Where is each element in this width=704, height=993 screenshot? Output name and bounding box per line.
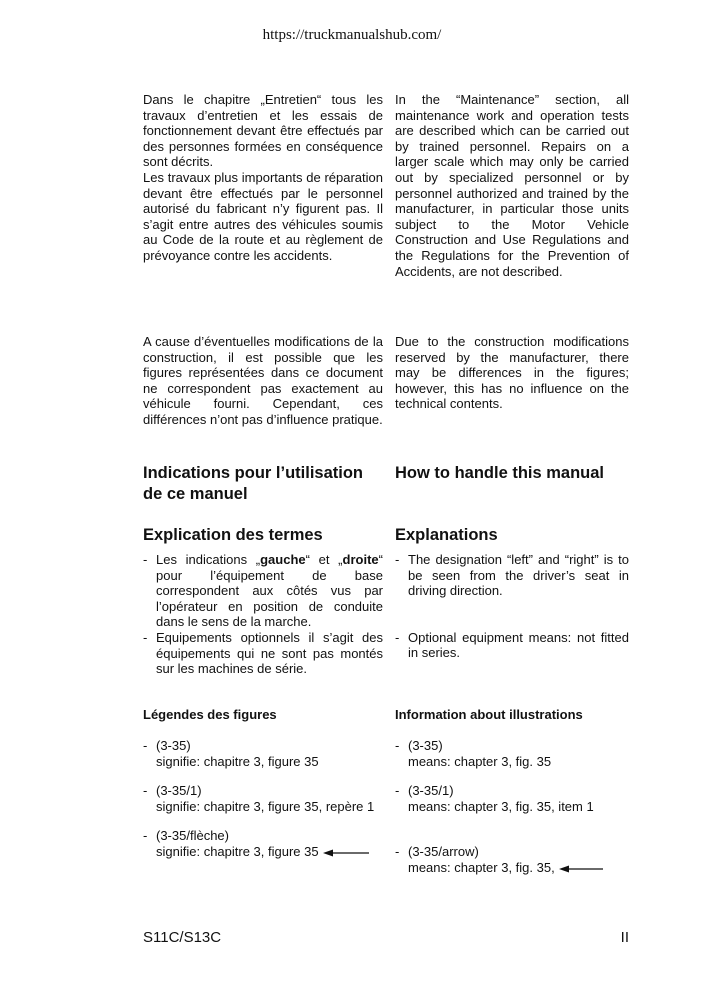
legend-fr-ref3 — [143, 828, 383, 859]
bullet-dash: - — [395, 783, 400, 799]
handle-heading-fr-wrap — [143, 463, 383, 505]
bullet-dash: - — [395, 738, 400, 753]
legends-en — [395, 707, 629, 876]
legend-fr-ref2-text: signifie: chapitre 3, figure 35, repère 1 — [156, 798, 375, 814]
modifications-fr — [143, 334, 383, 428]
legend-en-ref1-code: (3-35) — [408, 738, 443, 753]
arrow-left-icon — [559, 865, 603, 873]
handle-heading-en-wrap — [395, 463, 629, 484]
legend-en-ref3-code: (3-35/arrow) — [408, 844, 479, 860]
bullet-dash: - — [143, 828, 148, 844]
legend-en-ref2-text: means: chapter 3, fig. 35, item 1 — [408, 798, 594, 814]
legend-fr-ref3-text: signifie: chapitre 3, figure 35 — [156, 843, 319, 859]
terms-fr-item1-d: “ pour l’équipement de base correspondent aux côtés vus par l’opérateur en position de conduite dans le sens de la marche. — [156, 552, 383, 630]
legend-fr-ref1-text: signifie: chapitre 3, figure 35 — [156, 753, 319, 769]
legend-en-ref2 — [395, 783, 629, 814]
maintenance-fr — [143, 92, 383, 264]
footer-model: S11C/S13C — [143, 929, 222, 946]
modifications-en — [395, 334, 629, 412]
terms-title-fr: Explication des termes — [143, 526, 323, 544]
term-gauche: gauche — [260, 552, 306, 567]
terms-en-item2-text: Optional equipment means: not fitted in series. — [408, 629, 629, 661]
bullet-dash: - — [395, 552, 400, 567]
bullet-dash: - — [143, 738, 148, 753]
legend-fr-ref1-code: (3-35) — [156, 738, 191, 753]
legends-fr — [143, 707, 383, 860]
bullet-dash: - — [143, 783, 148, 799]
bullet-dash: - — [143, 552, 148, 567]
terms-fr-item1-a: Les indications „ — [156, 552, 261, 567]
modifications-fr-p: A cause d’éventuelles modifications de la construction, il est possible que les figures représentées dans ce document ne correspondent pas exactement au véhicule fourni. Cependant, ces différences n’ont pas d’influence pratique. — [143, 334, 383, 427]
terms-fr-item2 — [143, 630, 383, 677]
bullet-dash: - — [395, 629, 400, 645]
maintenance-fr-p1: Dans le chapitre „Entretien“ tous les travaux d’entretien et les essais de fonctionnement devant être effectués par des personnes formées en conséquence sont décrits. — [143, 92, 383, 170]
legend-fr-ref3-code: (3-35/flèche) — [156, 828, 229, 844]
maintenance-fr-p2: Les travaux plus importants de réparation devant être effectués par le personnel autorisé du fabricant n’y figurent pas. Il s’agit entre autres des véhicules soumis au Code de la route et au règlement de prévoyance contre les accidents. — [143, 169, 383, 263]
bullet-dash: - — [395, 844, 400, 860]
source-url: https://truckmanualshub.com/ — [262, 27, 442, 43]
legends-title-fr: Légendes des figures — [143, 707, 277, 722]
handle-heading-fr: Indications pour l’utilisation de ce manuel — [143, 464, 364, 503]
bullet-dash: - — [143, 629, 148, 645]
terms-en-item1 — [395, 552, 629, 599]
legend-fr-ref1 — [143, 738, 383, 769]
maintenance-en-p1: In the “Maintenance” section, all maintenance work and operation tests are described which can be carried out by trained personnel. Repairs on a larger scale which may only be carried out by specialized personnel or by personnel authorized and trained by the manufacturer, in particular those units subject to the Motor Vehicle Construction and Use Regulations and the Regulations for the Prevention of Accidents, are not described. — [395, 92, 629, 279]
terms-en — [395, 525, 629, 661]
terms-fr-item2-text: Equipements optionnels il s’agit des équipements qui ne sont pas montés sur les machines de série. — [156, 629, 383, 677]
footer-page-number: II — [620, 929, 629, 946]
terms-fr-item1-c: “ et „ — [305, 552, 343, 567]
handle-heading-en: How to handle this manual — [395, 464, 605, 482]
modifications-en-p: Due to the construction modifications reserved by the manufacturer, there may be differences in the figures; however, this has no influence on the technical contents. — [395, 334, 629, 412]
legend-en-ref3-text: means: chapter 3, fig. 35, — [408, 859, 555, 875]
legends-title-en: Information about illustrations — [395, 707, 583, 722]
terms-en-item2 — [395, 630, 629, 661]
arrow-left-icon — [323, 849, 369, 857]
terms-fr — [143, 525, 383, 677]
legend-fr-ref2 — [143, 783, 383, 814]
terms-title-en: Explanations — [395, 526, 498, 544]
legend-en-ref1 — [395, 738, 629, 769]
maintenance-en — [395, 92, 629, 279]
legend-en-ref1-text: means: chapter 3, fig. 35 — [408, 753, 552, 769]
legend-en-ref2-code: (3-35/1) — [408, 783, 454, 799]
term-droite: droite — [342, 552, 379, 567]
terms-fr-item1 — [143, 552, 383, 630]
legend-en-ref3 — [395, 844, 629, 875]
legend-fr-ref2-code: (3-35/1) — [156, 783, 202, 799]
terms-en-item1-text: The designation “left” and “right” is to be seen from the driver’s seat in driving direction. — [408, 552, 629, 599]
